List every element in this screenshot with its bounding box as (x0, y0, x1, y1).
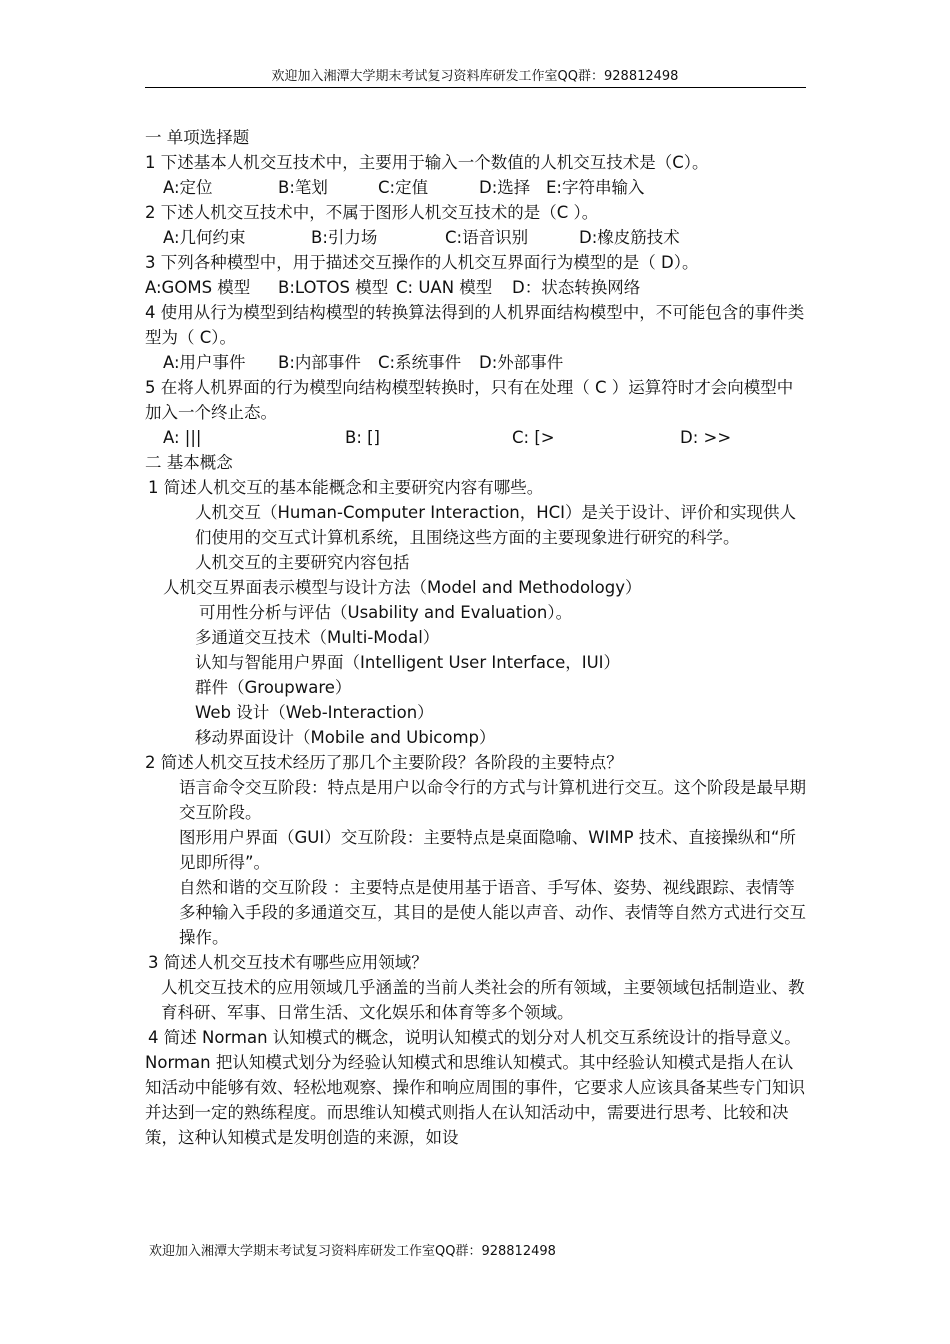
option: B:引力场 (311, 228, 378, 247)
concept-1-item: 可用性分析与评估（Usability and Evaluation）。 (199, 603, 573, 622)
option: C:定值 (378, 178, 429, 197)
option: A:几何约束 (163, 228, 246, 247)
option: E:字符串输入 (546, 178, 645, 197)
page-footer: 欢迎加入湘潭大学期末考试复习资料库研发工作室QQ群：928812498 (149, 1244, 556, 1259)
option: B:LOTOS 模型 (278, 278, 389, 297)
option: D: >> (680, 428, 732, 447)
option: C: [> (512, 428, 555, 447)
question-4-options (145, 350, 807, 375)
concept-1-question: 1 简述人机交互的基本能概念和主要研究内容有哪些。 (148, 478, 544, 497)
question-5-stem: 5 在将人机界面的行为模型向结构模型转换时，只有在处理（ C ）运算符时才会向模型中加入一个终止态。 (145, 378, 794, 422)
question-1-stem: 1 下述基本人机交互技术中，主要用于输入一个数值的人机交互技术是（C）。 (145, 153, 709, 172)
concept-3-question: 3 简述人机交互技术有哪些应用领域？ (148, 953, 428, 972)
concept-1-item: 群件（Groupware） (195, 678, 352, 697)
option: C:系统事件 (378, 353, 462, 372)
option: B:笔划 (278, 178, 328, 197)
page-header: 欢迎加入湘潭大学期末考试复习资料库研发工作室QQ群：928812498 (271, 69, 679, 84)
concept-1-definition: 人机交互（Human-Computer Interaction，HCI）是关于设计、评价和实现供人们使用的交互式计算机系统，且围绕这些方面的主要现象进行研究的科学。 (195, 503, 797, 547)
concept-4-answer: Norman 把认知模式划分为经验认知模式和思维认知模式。其中经验认知模式是指人在认知活动中能够有效、轻松地观察、操作和响应周围的事件，它要求人应该具备某些专门知识并达到一定的熟练程度。而思维认知模式则指人在认知活动中，需要进行思考、比较和决策，这种认知模式是发明创造的来源，如设 (145, 1053, 805, 1147)
header-rule (145, 87, 806, 88)
concept-1-item: 认知与智能用户界面（Intelligent User Interface，IUI） (195, 653, 621, 672)
question-5-options (145, 425, 807, 450)
concept-1-item: 移动界面设计（Mobile and Ubicomp） (195, 728, 496, 747)
question-3-stem: 3 下列各种模型中，用于描述交互操作的人机交互界面行为模型的是（ D）。 (145, 253, 699, 272)
concept-1-item: Web 设计（Web-Interaction） (195, 703, 434, 722)
option: A:GOMS 模型 (145, 278, 251, 297)
concept-3-answer: 人机交互技术的应用领域几乎涵盖的当前人类社会的所有领域，主要领域包括制造业、教育科研、军事、日常生活、文化娱乐和体育等多个领域。 (161, 978, 805, 1022)
question-1-options (145, 175, 807, 200)
option: C: UAN 模型 (396, 278, 493, 297)
concept-2-stage: 语言命令交互阶段：特点是用户以命令行的方式与计算机进行交互。这个阶段是最早期交互阶段。 (179, 778, 806, 822)
concept-2-stage: 图形用户界面（GUI）交互阶段：主要特点是桌面隐喻、WIMP 技术、直接操纵和“所见即所得”。 (179, 828, 796, 872)
question-2-stem: 2 下述人机交互技术中，不属于图形人机交互技术的是（C ）。 (145, 203, 599, 222)
option: A: ||| (163, 428, 202, 447)
concept-2-stage: 自然和谐的交互阶段 ：主要特点是使用基于语音、手写体、姿势、视线跟踪、表情等多种输入手段的多通道交互，其目的是使人能以声音、动作、表情等自然方式进行交互操作。 (179, 878, 806, 947)
concept-4-question: 4 简述 Norman 认知模式的概念，说明认知模式的划分对人机交互系统设计的指导意义。 (148, 1028, 801, 1047)
option: D:橡皮筋技术 (579, 228, 680, 247)
option: A:用户事件 (163, 353, 246, 372)
section-title-concepts: 二 基本概念 (145, 453, 233, 472)
question-3-options (145, 275, 807, 300)
concept-1-item: 多通道交互技术（Multi-Modal） (195, 628, 440, 647)
section-title-choice: 一 单项选择题 (145, 128, 250, 147)
option: D:外部事件 (479, 353, 564, 372)
option: B: [] (345, 428, 380, 447)
option: D：状态转换网络 (512, 278, 641, 297)
option: A:定位 (163, 178, 213, 197)
option: D:选择 (479, 178, 531, 197)
question-4-stem: 4 使用从行为模型到结构模型的转换算法得到的人机界面结构模型中，不可能包含的事件类型为（ C）。 (145, 303, 805, 347)
concept-1-intro: 人机交互的主要研究内容包括 (195, 553, 410, 572)
concept-2-question: 2 简述人机交互技术经历了那几个主要阶段？各阶段的主要特点？ (145, 753, 623, 772)
concept-1-item: 人机交互界面表示模型与设计方法（Model and Methodology） (163, 578, 642, 597)
option: B:内部事件 (278, 353, 361, 372)
document-body (145, 125, 807, 1150)
question-2-options (145, 225, 807, 250)
option: C:语音识别 (445, 228, 529, 247)
